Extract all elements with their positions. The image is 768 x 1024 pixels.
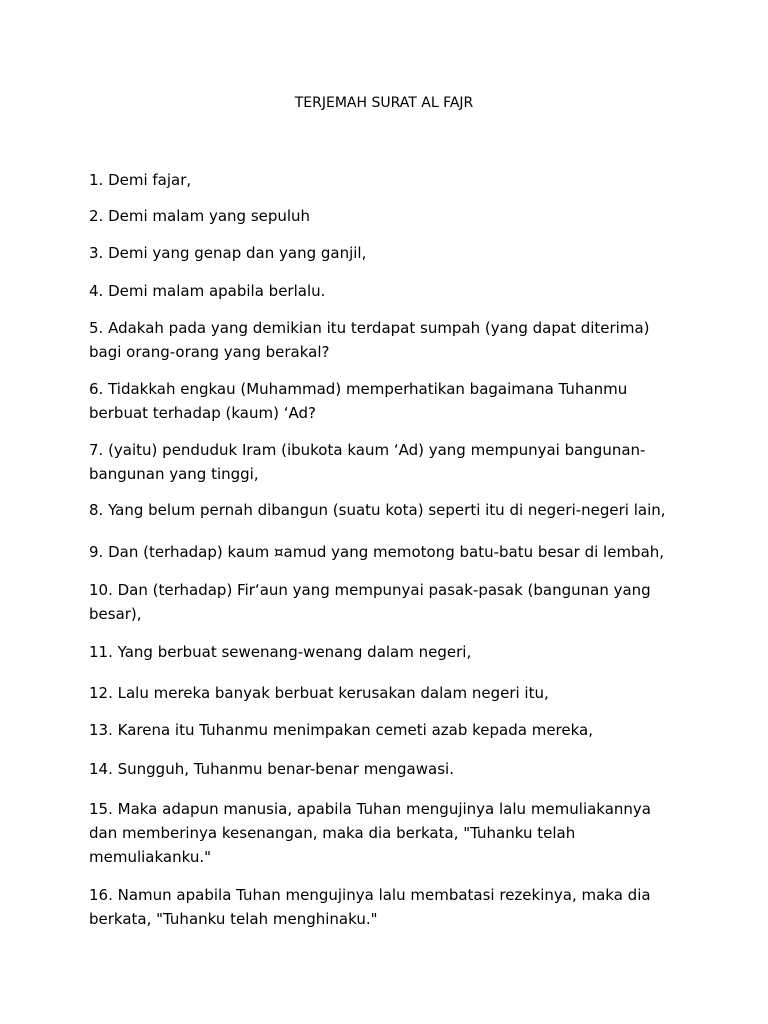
verse-line: 13. Karena itu Tuhanmu menimpakan cemeti azab kepada mereka, bbox=[89, 721, 594, 739]
document-title: TERJEMAH SURAT AL FAJR bbox=[294, 95, 474, 111]
verse-line: 3. Demi yang genap dan yang ganjil, bbox=[89, 244, 367, 262]
verse-16 bbox=[89, 883, 689, 931]
verse-2 bbox=[89, 204, 689, 228]
verse-11 bbox=[89, 640, 689, 664]
verse-7 bbox=[89, 438, 689, 486]
verse-line: 1. Demi fajar, bbox=[89, 171, 192, 189]
verse-line: 10. Dan (terhadap) Fir‘aun yang mempunyai pasak-pasak (bangunan yang bbox=[89, 581, 651, 599]
verse-3 bbox=[89, 241, 689, 265]
verse-line: memuliakanku." bbox=[89, 848, 212, 866]
verse-line: 12. Lalu mereka banyak berbuat kerusakan dalam negeri itu, bbox=[89, 684, 549, 702]
verse-line: bagi orang-orang yang berakal? bbox=[89, 343, 330, 361]
verse-15 bbox=[89, 797, 689, 869]
verse-line: 16. Namun apabila Tuhan mengujinya lalu membatasi rezekinya, maka dia bbox=[89, 886, 651, 904]
verse-6 bbox=[89, 377, 689, 425]
verse-8 bbox=[89, 498, 689, 522]
verse-1 bbox=[89, 168, 689, 192]
verse-line: 15. Maka adapun manusia, apabila Tuhan mengujinya lalu memuliakannya bbox=[89, 800, 652, 818]
verse-line: 7. (yaitu) penduduk Iram (ibukota kaum ‘Ad) yang mempunyai bangunan- bbox=[89, 441, 646, 459]
verse-line: bangunan yang tinggi, bbox=[89, 465, 259, 483]
verse-line: berkata, "Tuhanku telah menghinaku." bbox=[89, 910, 378, 928]
verse-line: 9. Dan (terhadap) kaum ¤amud yang memotong batu-batu besar di lembah, bbox=[89, 543, 665, 561]
verse-line: 4. Demi malam apabila berlalu. bbox=[89, 282, 326, 300]
verse-line: 11. Yang berbuat sewenang-wenang dalam negeri, bbox=[89, 643, 472, 661]
verse-13 bbox=[89, 718, 689, 742]
verse-5 bbox=[89, 316, 689, 364]
verse-line: besar), bbox=[89, 605, 142, 623]
verse-line: 5. Adakah pada yang demikian itu terdapat sumpah (yang dapat diterima) bbox=[89, 319, 650, 337]
verse-line: berbuat terhadap (kaum) ‘Ad? bbox=[89, 404, 316, 422]
verse-9 bbox=[89, 540, 689, 564]
verse-line: 2. Demi malam yang sepuluh bbox=[89, 207, 311, 225]
verse-14 bbox=[89, 757, 689, 781]
verse-10 bbox=[89, 578, 689, 626]
verse-line: 14. Sungguh, Tuhanmu benar-benar mengawasi. bbox=[89, 760, 454, 778]
verse-line: dan memberinya kesenangan, maka dia berkata, "Tuhanku telah bbox=[89, 824, 576, 842]
verse-4 bbox=[89, 279, 689, 303]
verse-line: 8. Yang belum pernah dibangun (suatu kota) seperti itu di negeri-negeri lain, bbox=[89, 501, 666, 519]
verse-line: 6. Tidakkah engkau (Muhammad) memperhatikan bagaimana Tuhanmu bbox=[89, 380, 628, 398]
verse-12 bbox=[89, 681, 689, 705]
